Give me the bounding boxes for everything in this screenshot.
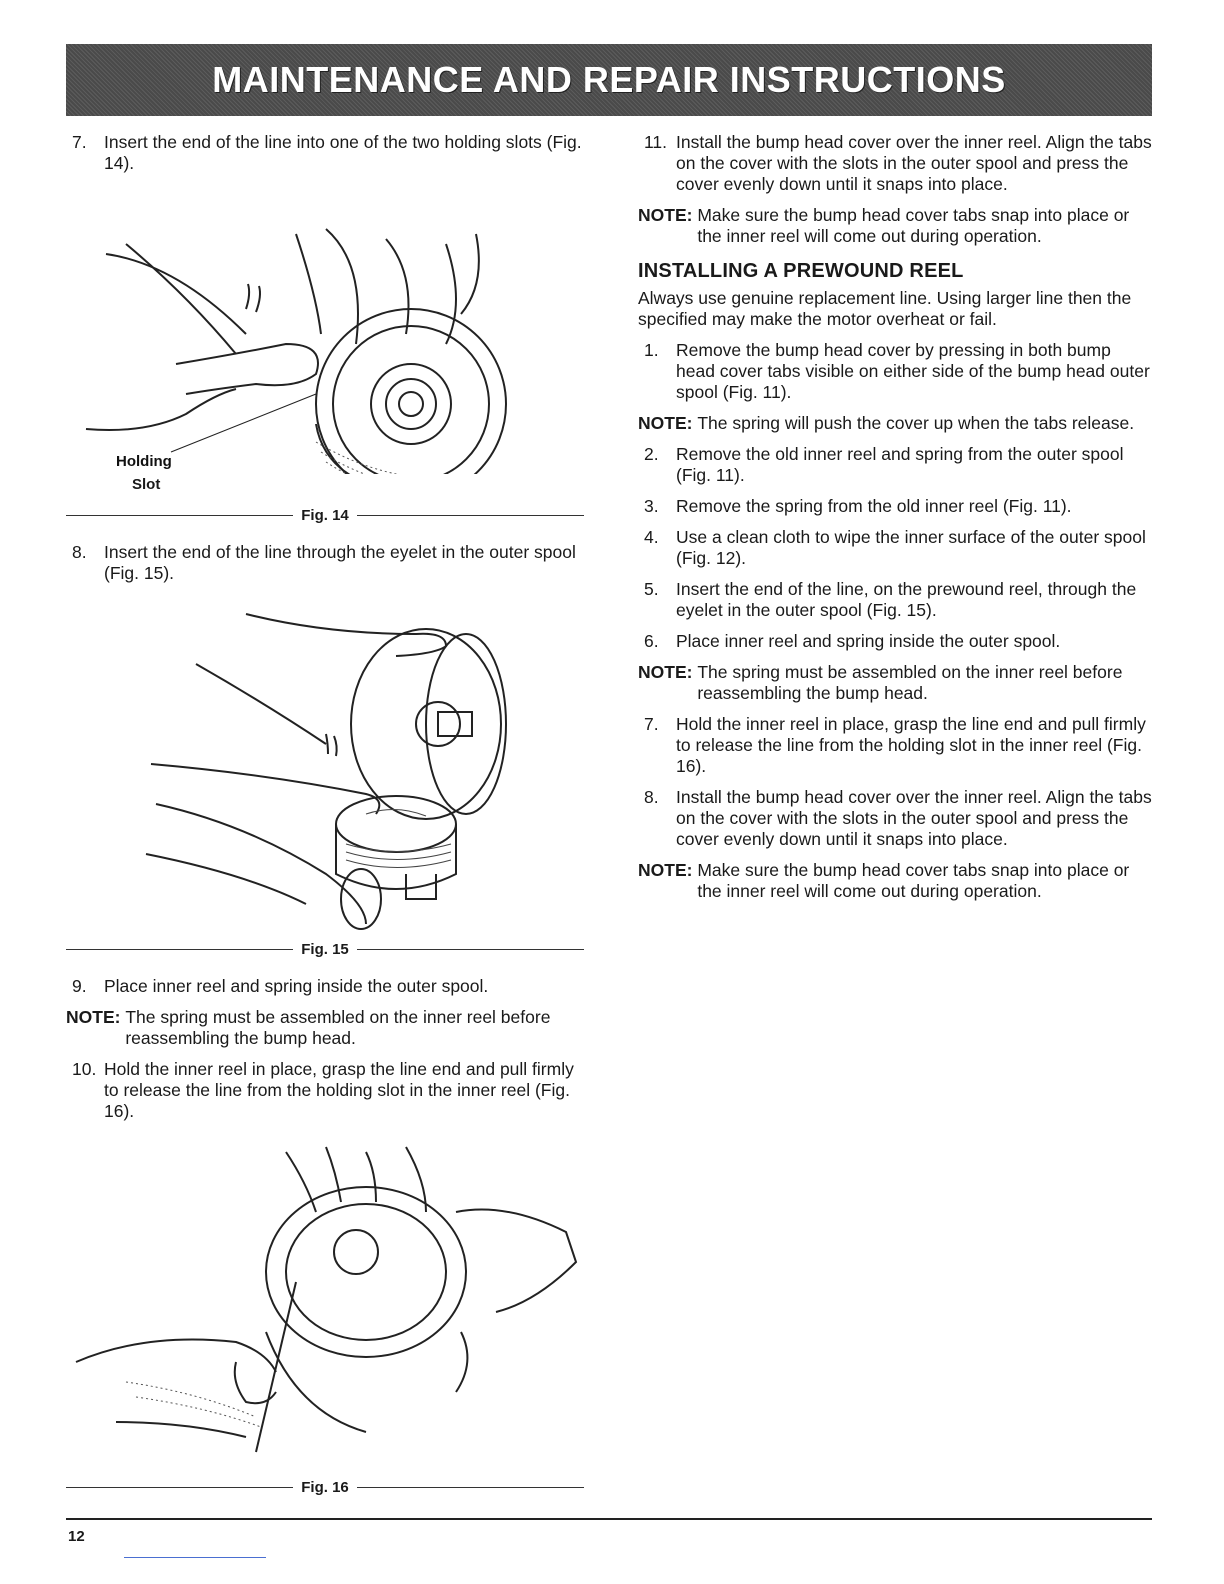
note-label: NOTE: [638, 205, 693, 225]
section-heading: INSTALLING A PREWOUND REEL [638, 260, 964, 282]
note-label: NOTE: [638, 662, 693, 682]
note-label: NOTE: [638, 413, 693, 433]
left-column [66, 132, 584, 1514]
note-3: NOTE: The spring will push the cover up when the tabs release. [638, 413, 1135, 433]
step-7: 7. Insert the end of the line into one of the two holding slots (Fig. 14). [72, 132, 582, 173]
figure-16 [66, 1132, 584, 1477]
fig14-label-slot: Slot [132, 476, 161, 493]
step-11: 11. Install the bump head cover over the inner reel. Align the tabs on the cover with the slots in the outer spool and press the cover evenly down until it snaps into place. [644, 132, 1152, 194]
prewound-step-6: 6. Place inner reel and spring inside the outer spool. [644, 631, 1061, 651]
note-label: NOTE: [66, 1007, 121, 1027]
prewound-step-4: 4. Use a clean cloth to wipe the inner surface of the outer spool (Fig. 12). [644, 527, 1146, 568]
prewound-step-3: 3. Remove the spring from the old inner reel (Fig. 11). [644, 496, 1072, 516]
fig15-caption-row [66, 939, 584, 960]
step-8: 8. Insert the end of the line through the eyelet in the outer spool (Fig. 15). [72, 542, 576, 583]
footer-rule [66, 1518, 1152, 1520]
fig14-caption-row [66, 505, 584, 526]
step-10: 10. Hold the inner reel in place, grasp the line end and pull firmly to release the line from the holding slot in the inner reel (Fig. 16). [72, 1059, 574, 1121]
fig14-label-holding: Holding [116, 453, 172, 470]
fig15-illustration [66, 594, 584, 934]
intro-paragraph: Always use genuine replacement line. Using larger line then the specified may make the motor overheat or fail. [638, 288, 1132, 329]
prewound-step-7: 7. Hold the inner reel in place, grasp the line end and pull firmly to release the line from the holding slot in the inner reel (Fig. 16). [644, 714, 1146, 776]
prewound-step-2: 2. Remove the old inner reel and spring from the outer spool (Fig. 11). [644, 444, 1124, 485]
prewound-step-8: 8. Install the bump head cover over the inner reel. Align the tabs on the cover with the slots in the outer spool and press the cover evenly down until it snaps into place. [644, 787, 1152, 849]
fig14-caption: Fig. 14 [301, 507, 349, 524]
fig16-caption-row [66, 1477, 584, 1498]
page-title: MAINTENANCE AND REPAIR INSTRUCTIONS [212, 59, 1006, 100]
note-5: NOTE: Make sure the bump head cover tabs snap into place or the inner reel will come out during operation. [638, 860, 1130, 901]
fig15-caption: Fig. 15 [301, 941, 349, 958]
figure-15 [66, 594, 584, 939]
step-9: 9. Place inner reel and spring inside the outer spool. [72, 976, 489, 996]
note-2: NOTE: Make sure the bump head cover tabs snap into place or the inner reel will come out during operation. [638, 205, 1130, 246]
prewound-step-5: 5. Insert the end of the line, on the prewound reel, through the eyelet in the outer spool (Fig. 15). [644, 579, 1137, 620]
prewound-step-1: 1. Remove the bump head cover by pressing in both bump head cover tabs visible on either side of the bump head outer spool (Fig. 11). [644, 340, 1150, 402]
page-number: 12 [68, 1528, 85, 1545]
fig14-illustration [66, 184, 584, 474]
fig16-illustration [66, 1132, 584, 1472]
note-label: NOTE: [638, 860, 693, 880]
note-4: NOTE: The spring must be assembled on the inner reel before reassembling the bump head. [638, 662, 1123, 703]
section-banner [66, 44, 1152, 116]
note-1: NOTE: The spring must be assembled on the inner reel before reassembling the bump head. [66, 1007, 551, 1048]
figure-14 [66, 184, 584, 493]
right-column [638, 132, 1154, 912]
footer-underline [124, 1557, 266, 1558]
fig16-caption: Fig. 16 [301, 1479, 349, 1496]
